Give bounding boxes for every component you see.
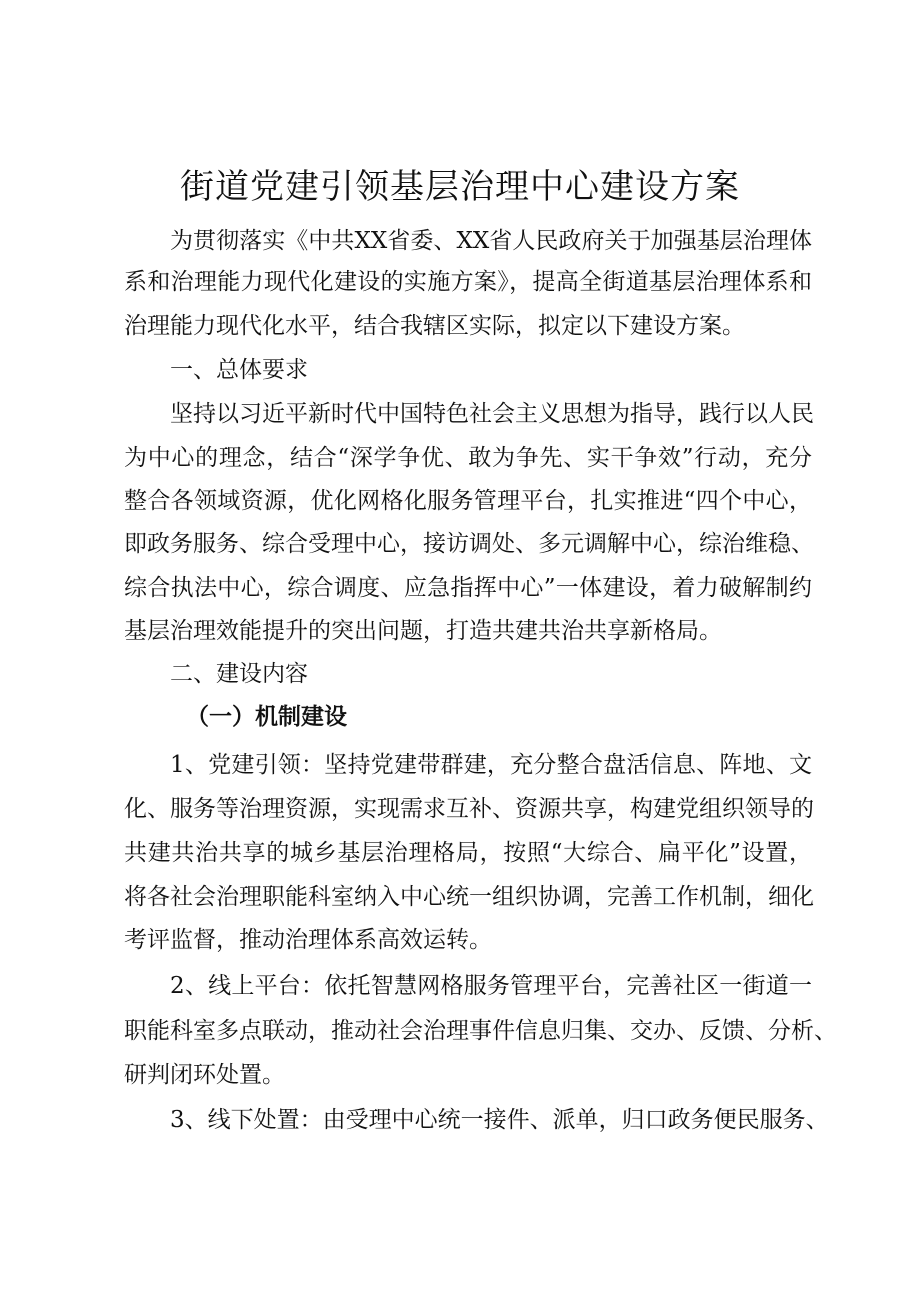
item-1-line-5: 考评监督，推动治理体系高效运转。 <box>124 927 492 953</box>
section-1-heading: 一、总体要求 <box>170 357 308 383</box>
section-2-subheading: （一）机制建设 <box>186 704 347 730</box>
item-1-line-2: 化、服务等治理资源，实现需求互补、资源共享，构建党组织领导的 <box>124 796 814 822</box>
item-2-line-2: 职能科室多点联动，推动社会治理事件信息归集、交办、反馈、分析、 <box>124 1018 837 1044</box>
item-1-line-1: 1、党建引领：坚持党建带群建，充分整合盘活信息、阵地、文 <box>170 752 812 778</box>
item-1-line-3: 共建共治共享的城乡基层治理格局，按照“大综合、扁平化”设置， <box>124 840 812 866</box>
document-title: 街道党建引领基层治理中心建设方案 <box>180 167 740 207</box>
item-2-line-3: 研判闭环处置。 <box>124 1062 285 1088</box>
section-1-line-6: 基层治理效能提升的突出问题，打造共建共治共享新格局。 <box>124 618 722 644</box>
section-2-heading: 二、建设内容 <box>170 661 308 687</box>
intro-line-2: 系和治理能力现代化建设的实施方案》，提高全街道基层治理体系和 <box>124 269 812 295</box>
intro-line-1: 为贯彻落实《中共XX省委、XX省人民政府关于加强基层治理体 <box>170 228 812 254</box>
section-1-line-5: 综合执法中心，综合调度、应急指挥中心”一体建设，着力破解制约 <box>124 575 812 601</box>
intro-line-3: 治理能力现代化水平，结合我辖区实际，拟定以下建设方案。 <box>124 313 745 339</box>
item-3-line-1: 3、线下处置：由受理中心统一接件、派单，归口政务便民服务、 <box>170 1107 829 1133</box>
item-2-line-1: 2、线上平台：依托智慧网格服务管理平台，完善社区一街道一 <box>170 973 812 999</box>
section-1-line-3: 整合各领域资源，优化网格化服务管理平台，扎实推进“四个中心， <box>124 488 812 514</box>
section-1-line-1: 坚持以习近平新时代中国特色社会主义思想为指导，践行以人民 <box>170 401 814 427</box>
item-1-line-4: 将各社会治理职能科室纳入中心统一组织协调，完善工作机制，细化 <box>124 884 814 910</box>
section-1-line-4: 即政务服务、综合受理中心，接访调处、多元调解中心，综治维稳、 <box>124 531 814 557</box>
section-1-line-2: 为中心的理念，结合“深学争优、敢为争先、实干争效”行动，充分 <box>124 445 812 471</box>
